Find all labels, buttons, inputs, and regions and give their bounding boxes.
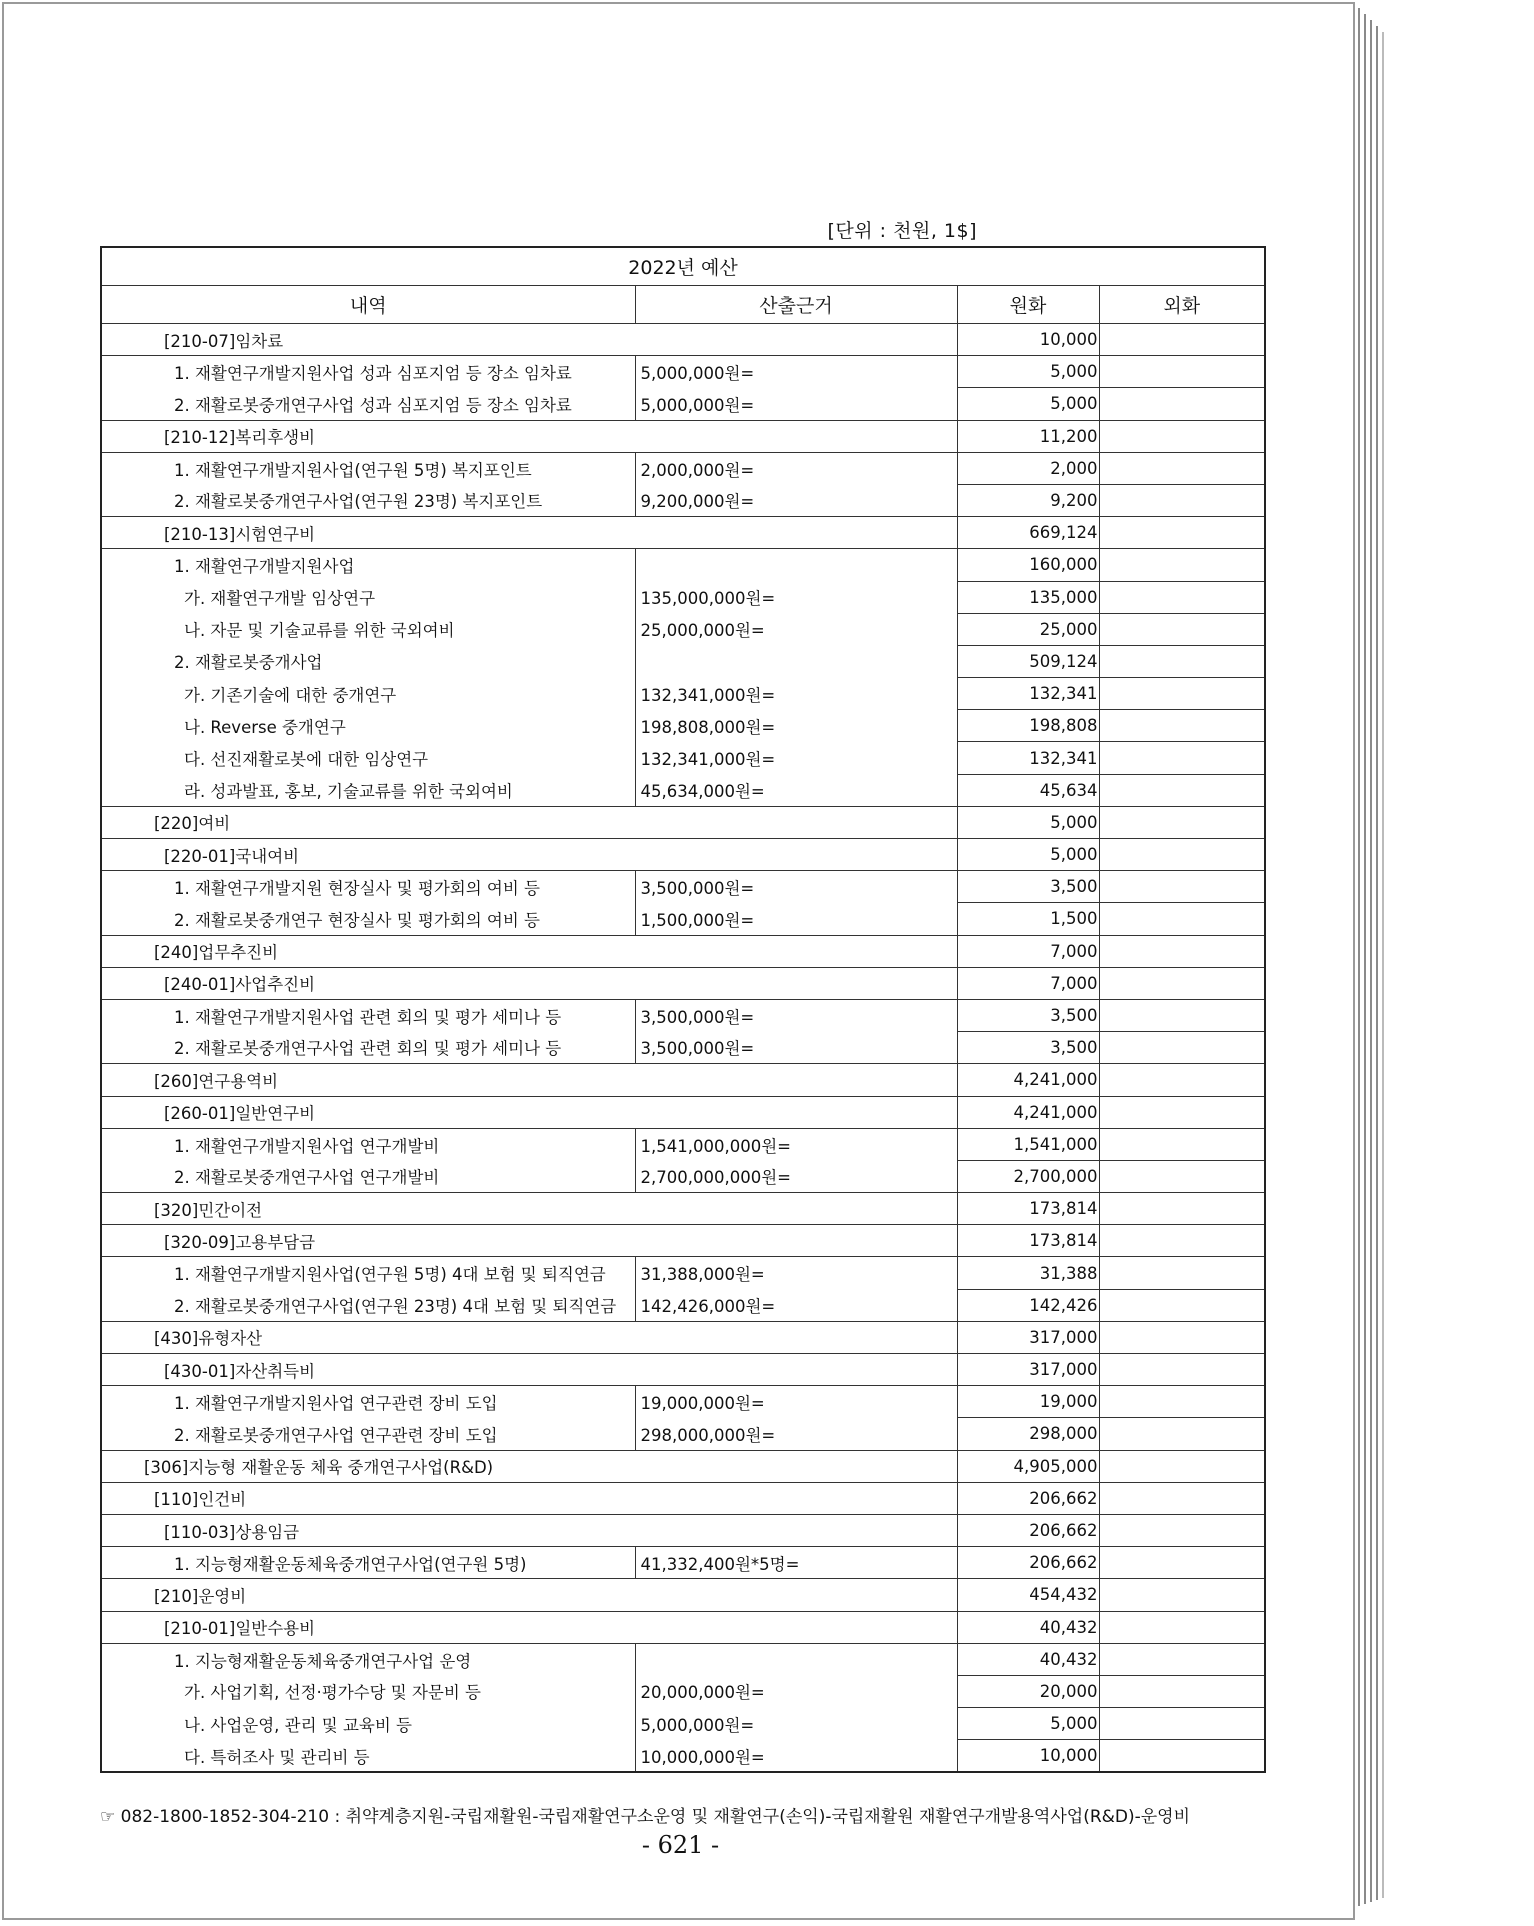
row-amount-krw: 19,000 [957, 1386, 1099, 1418]
row-amount-foreign [1099, 871, 1265, 903]
row-amount-krw: 4,241,000 [957, 1064, 1099, 1096]
row-amount-krw: 5,000 [957, 839, 1099, 871]
row-amount-krw: 669,124 [957, 517, 1099, 549]
row-amount-krw: 40,432 [957, 1611, 1099, 1643]
table-row [101, 1354, 1265, 1386]
row-basis: 2,000,000원= [635, 452, 957, 484]
table-row [101, 774, 1265, 806]
row-amount-foreign [1099, 1064, 1265, 1096]
year-header: 2022년 예산 [101, 247, 1265, 286]
table-row [101, 517, 1265, 549]
table-row [101, 1225, 1265, 1257]
row-basis: 45,634,000원= [635, 774, 957, 806]
row-label: [110]인건비 [101, 1482, 957, 1514]
table-row [101, 1386, 1265, 1418]
row-amount-foreign [1099, 1354, 1265, 1386]
row-label: 2. 재활로봇중개사업 [101, 645, 635, 677]
row-amount-krw: 206,662 [957, 1482, 1099, 1514]
row-amount-foreign [1099, 1579, 1265, 1611]
row-label: [306]지능형 재활운동 체육 중개연구사업(R&D) [101, 1450, 957, 1482]
table-row [101, 1482, 1265, 1514]
row-label: [210-12]복리후생비 [101, 420, 957, 452]
table-row [101, 871, 1265, 903]
row-basis: 25,000,000원= [635, 613, 957, 645]
table-row [101, 1675, 1265, 1707]
row-amount-krw: 132,341 [957, 678, 1099, 710]
row-amount-foreign [1099, 420, 1265, 452]
row-label: 가. 기존기술에 대한 중개연구 [101, 678, 635, 710]
row-basis: 2,700,000,000원= [635, 1160, 957, 1192]
row-amount-foreign [1099, 1740, 1265, 1773]
row-basis: 298,000,000원= [635, 1418, 957, 1450]
row-label: 1. 재활연구개발지원 현장실사 및 평가회의 여비 등 [101, 871, 635, 903]
row-basis: 198,808,000원= [635, 710, 957, 742]
row-label: 1. 재활연구개발지원사업(연구원 5명) 4대 보험 및 퇴직연금 [101, 1257, 635, 1289]
table-row [101, 356, 1265, 388]
row-amount-foreign [1099, 388, 1265, 420]
row-amount-foreign [1099, 1032, 1265, 1064]
row-amount-krw: 45,634 [957, 774, 1099, 806]
row-amount-foreign [1099, 645, 1265, 677]
footnote: ☞ 082-1800-1852-304-210 : 취약계층지원-국립재활원-국립재활연구소운영 및 재활연구(손익)-국립재활원 재활연구개발용역사업(R&D)-운영비 [100, 1807, 1191, 1827]
row-basis: 5,000,000원= [635, 388, 957, 420]
table-row [101, 839, 1265, 871]
row-label: 1. 재활연구개발지원사업 연구개발비 [101, 1128, 635, 1160]
row-amount-krw: 454,432 [957, 1579, 1099, 1611]
row-amount-foreign [1099, 356, 1265, 388]
row-label: 2. 재활로봇중개연구사업 연구개발비 [101, 1160, 635, 1192]
row-label: 가. 재활연구개발 임상연구 [101, 581, 635, 613]
table-row [101, 1611, 1265, 1643]
row-amount-foreign [1099, 742, 1265, 774]
row-label: 다. 특허조사 및 관리비 등 [101, 1740, 635, 1773]
page-edge [1376, 26, 1378, 1900]
row-label: [320]민간이전 [101, 1193, 957, 1225]
col-header-description: 내역 [101, 286, 635, 324]
row-amount-krw: 25,000 [957, 613, 1099, 645]
row-amount-foreign [1099, 1418, 1265, 1450]
table-row [101, 903, 1265, 935]
row-amount-krw: 20,000 [957, 1675, 1099, 1707]
row-amount-foreign [1099, 1708, 1265, 1740]
row-basis [635, 645, 957, 677]
row-amount-krw: 5,000 [957, 1708, 1099, 1740]
table-row [101, 935, 1265, 967]
row-amount-krw: 4,241,000 [957, 1096, 1099, 1128]
row-basis [635, 1643, 957, 1675]
row-label: [220]여비 [101, 806, 957, 838]
row-basis: 3,500,000원= [635, 999, 957, 1031]
row-amount-krw: 1,500 [957, 903, 1099, 935]
table-row [101, 549, 1265, 581]
row-amount-krw: 31,388 [957, 1257, 1099, 1289]
row-label: 2. 재활로봇중개연구 현장실사 및 평가회의 여비 등 [101, 903, 635, 935]
row-amount-foreign [1099, 1386, 1265, 1418]
table-row [101, 613, 1265, 645]
table-row [101, 1064, 1265, 1096]
row-label: 다. 선진재활로봇에 대한 임상연구 [101, 742, 635, 774]
row-amount-krw: 7,000 [957, 967, 1099, 999]
row-label: 2. 재활로봇중개연구사업 성과 심포지엄 등 장소 임차료 [101, 388, 635, 420]
row-amount-foreign [1099, 452, 1265, 484]
row-amount-foreign [1099, 1675, 1265, 1707]
row-amount-foreign [1099, 517, 1265, 549]
row-basis: 5,000,000원= [635, 1708, 957, 1740]
table-row [101, 710, 1265, 742]
row-amount-foreign [1099, 324, 1265, 356]
row-label: 1. 지능형재활운동체육중개연구사업(연구원 5명) [101, 1547, 635, 1579]
row-basis: 142,426,000원= [635, 1289, 957, 1321]
page-edge [1364, 14, 1366, 1904]
row-label: 1. 재활연구개발지원사업 [101, 549, 635, 581]
table-row [101, 388, 1265, 420]
table-row [101, 1032, 1265, 1064]
row-basis: 41,332,400원*5명= [635, 1547, 957, 1579]
row-amount-foreign [1099, 1096, 1265, 1128]
row-label: 나. 사업운영, 관리 및 교육비 등 [101, 1708, 635, 1740]
row-amount-foreign [1099, 1611, 1265, 1643]
row-basis: 31,388,000원= [635, 1257, 957, 1289]
row-basis: 9,200,000원= [635, 484, 957, 516]
row-amount-foreign [1099, 1450, 1265, 1482]
table-row [101, 1321, 1265, 1353]
row-label: [320-09]고용부담금 [101, 1225, 957, 1257]
row-label: 나. Reverse 중개연구 [101, 710, 635, 742]
row-label: 2. 재활로봇중개연구사업 연구관련 장비 도입 [101, 1418, 635, 1450]
row-amount-krw: 9,200 [957, 484, 1099, 516]
row-amount-krw: 4,905,000 [957, 1450, 1099, 1482]
row-label: [210-13]시험연구비 [101, 517, 957, 549]
table-row [101, 1514, 1265, 1546]
row-amount-krw: 317,000 [957, 1321, 1099, 1353]
row-amount-krw: 206,662 [957, 1514, 1099, 1546]
row-label: 1. 재활연구개발지원사업 성과 심포지엄 등 장소 임차료 [101, 356, 635, 388]
row-basis: 20,000,000원= [635, 1675, 957, 1707]
page-number: - 621 - [641, 1831, 720, 1859]
row-label: 2. 재활로봇중개연구사업(연구원 23명) 복지포인트 [101, 484, 635, 516]
row-amount-foreign [1099, 1225, 1265, 1257]
col-header-foreign: 외화 [1099, 286, 1265, 324]
table-row [101, 1128, 1265, 1160]
table-row [101, 1193, 1265, 1225]
row-amount-krw: 135,000 [957, 581, 1099, 613]
table-row [101, 1643, 1265, 1675]
row-amount-foreign [1099, 1257, 1265, 1289]
page-edge [1370, 20, 1372, 1902]
row-label: 2. 재활로봇중개연구사업(연구원 23명) 4대 보험 및 퇴직연금 [101, 1289, 635, 1321]
row-amount-krw: 132,341 [957, 742, 1099, 774]
row-label: [430-01]자산취득비 [101, 1354, 957, 1386]
row-label: 2. 재활로봇중개연구사업 관련 회의 및 평가 세미나 등 [101, 1032, 635, 1064]
row-amount-foreign [1099, 1643, 1265, 1675]
table-row [101, 324, 1265, 356]
row-amount-foreign [1099, 613, 1265, 645]
row-amount-foreign [1099, 1128, 1265, 1160]
table-row [101, 581, 1265, 613]
row-label: 라. 성과발표, 홍보, 기술교류를 위한 국외여비 [101, 774, 635, 806]
row-amount-foreign [1099, 1289, 1265, 1321]
row-label: [210]운영비 [101, 1579, 957, 1611]
row-amount-foreign [1099, 1547, 1265, 1579]
table-row [101, 999, 1265, 1031]
row-amount-krw: 3,500 [957, 1032, 1099, 1064]
row-amount-krw: 173,814 [957, 1225, 1099, 1257]
row-amount-krw: 198,808 [957, 710, 1099, 742]
row-basis: 5,000,000원= [635, 356, 957, 388]
row-amount-krw: 509,124 [957, 645, 1099, 677]
row-amount-krw: 160,000 [957, 549, 1099, 581]
row-label: [260]연구용역비 [101, 1064, 957, 1096]
table-row [101, 420, 1265, 452]
table-row [101, 1450, 1265, 1482]
row-basis: 132,341,000원= [635, 742, 957, 774]
row-amount-krw: 142,426 [957, 1289, 1099, 1321]
row-label: [430]유형자산 [101, 1321, 957, 1353]
table-row [101, 967, 1265, 999]
row-label: [210-07]임차료 [101, 324, 957, 356]
document-page [2, 2, 1355, 1920]
unit-note: [단위 : 천원, 1$] [827, 220, 977, 242]
row-amount-krw: 10,000 [957, 1740, 1099, 1773]
table-row [101, 452, 1265, 484]
table-row [101, 806, 1265, 838]
row-amount-foreign [1099, 999, 1265, 1031]
row-basis: 135,000,000원= [635, 581, 957, 613]
table-row [101, 484, 1265, 516]
row-amount-foreign [1099, 1482, 1265, 1514]
table-row [101, 1418, 1265, 1450]
row-label: [110-03]상용임금 [101, 1514, 957, 1546]
row-amount-foreign [1099, 710, 1265, 742]
row-amount-foreign [1099, 549, 1265, 581]
row-amount-krw: 317,000 [957, 1354, 1099, 1386]
row-amount-foreign [1099, 774, 1265, 806]
col-header-basis: 산출근거 [635, 286, 957, 324]
row-amount-krw: 11,200 [957, 420, 1099, 452]
row-basis [635, 549, 957, 581]
row-amount-krw: 206,662 [957, 1547, 1099, 1579]
row-amount-krw: 1,541,000 [957, 1128, 1099, 1160]
row-basis: 10,000,000원= [635, 1740, 957, 1773]
row-amount-krw: 298,000 [957, 1418, 1099, 1450]
row-amount-krw: 5,000 [957, 806, 1099, 838]
budget-rows [101, 324, 1265, 1773]
row-label: 가. 사업기획, 선정·평가수당 및 자문비 등 [101, 1675, 635, 1707]
row-amount-foreign [1099, 484, 1265, 516]
table-row [101, 1547, 1265, 1579]
row-basis: 1,500,000원= [635, 903, 957, 935]
row-amount-krw: 5,000 [957, 388, 1099, 420]
row-label: 1. 지능형재활운동체육중개연구사업 운영 [101, 1643, 635, 1675]
table-row [101, 1579, 1265, 1611]
table-row [101, 1740, 1265, 1773]
row-label: 1. 재활연구개발지원사업 연구관련 장비 도입 [101, 1386, 635, 1418]
row-label: 1. 재활연구개발지원사업(연구원 5명) 복지포인트 [101, 452, 635, 484]
row-amount-foreign [1099, 967, 1265, 999]
row-basis: 19,000,000원= [635, 1386, 957, 1418]
row-amount-foreign [1099, 806, 1265, 838]
row-amount-krw: 2,000 [957, 452, 1099, 484]
row-amount-foreign [1099, 1321, 1265, 1353]
row-label: [240-01]사업추진비 [101, 967, 957, 999]
row-basis: 1,541,000,000원= [635, 1128, 957, 1160]
row-amount-foreign [1099, 1160, 1265, 1192]
row-label: [210-01]일반수용비 [101, 1611, 957, 1643]
col-header-krw: 원화 [957, 286, 1099, 324]
row-label: [240]업무추진비 [101, 935, 957, 967]
row-basis: 3,500,000원= [635, 871, 957, 903]
row-amount-krw: 3,500 [957, 999, 1099, 1031]
table-row [101, 645, 1265, 677]
row-amount-foreign [1099, 1514, 1265, 1546]
row-amount-krw: 5,000 [957, 356, 1099, 388]
row-label: 나. 자문 및 기술교류를 위한 국외여비 [101, 613, 635, 645]
table-row [101, 1289, 1265, 1321]
row-label: 1. 재활연구개발지원사업 관련 회의 및 평가 세미나 등 [101, 999, 635, 1031]
row-amount-foreign [1099, 581, 1265, 613]
table-row [101, 678, 1265, 710]
budget-table [100, 246, 1266, 1773]
row-amount-krw: 173,814 [957, 1193, 1099, 1225]
row-basis: 132,341,000원= [635, 678, 957, 710]
row-label: [260-01]일반연구비 [101, 1096, 957, 1128]
table-row [101, 1257, 1265, 1289]
table-row [101, 1160, 1265, 1192]
row-amount-krw: 10,000 [957, 324, 1099, 356]
row-basis: 3,500,000원= [635, 1032, 957, 1064]
row-amount-krw: 7,000 [957, 935, 1099, 967]
table-row [101, 742, 1265, 774]
row-amount-foreign [1099, 935, 1265, 967]
row-amount-krw: 40,432 [957, 1643, 1099, 1675]
row-amount-krw: 3,500 [957, 871, 1099, 903]
table-row [101, 1096, 1265, 1128]
row-amount-foreign [1099, 678, 1265, 710]
row-amount-foreign [1099, 839, 1265, 871]
row-amount-foreign [1099, 903, 1265, 935]
row-label: [220-01]국내여비 [101, 839, 957, 871]
row-amount-foreign [1099, 1193, 1265, 1225]
table-row [101, 1708, 1265, 1740]
row-amount-krw: 2,700,000 [957, 1160, 1099, 1192]
page-edge [1382, 32, 1384, 1898]
page-edge [1358, 8, 1360, 1906]
